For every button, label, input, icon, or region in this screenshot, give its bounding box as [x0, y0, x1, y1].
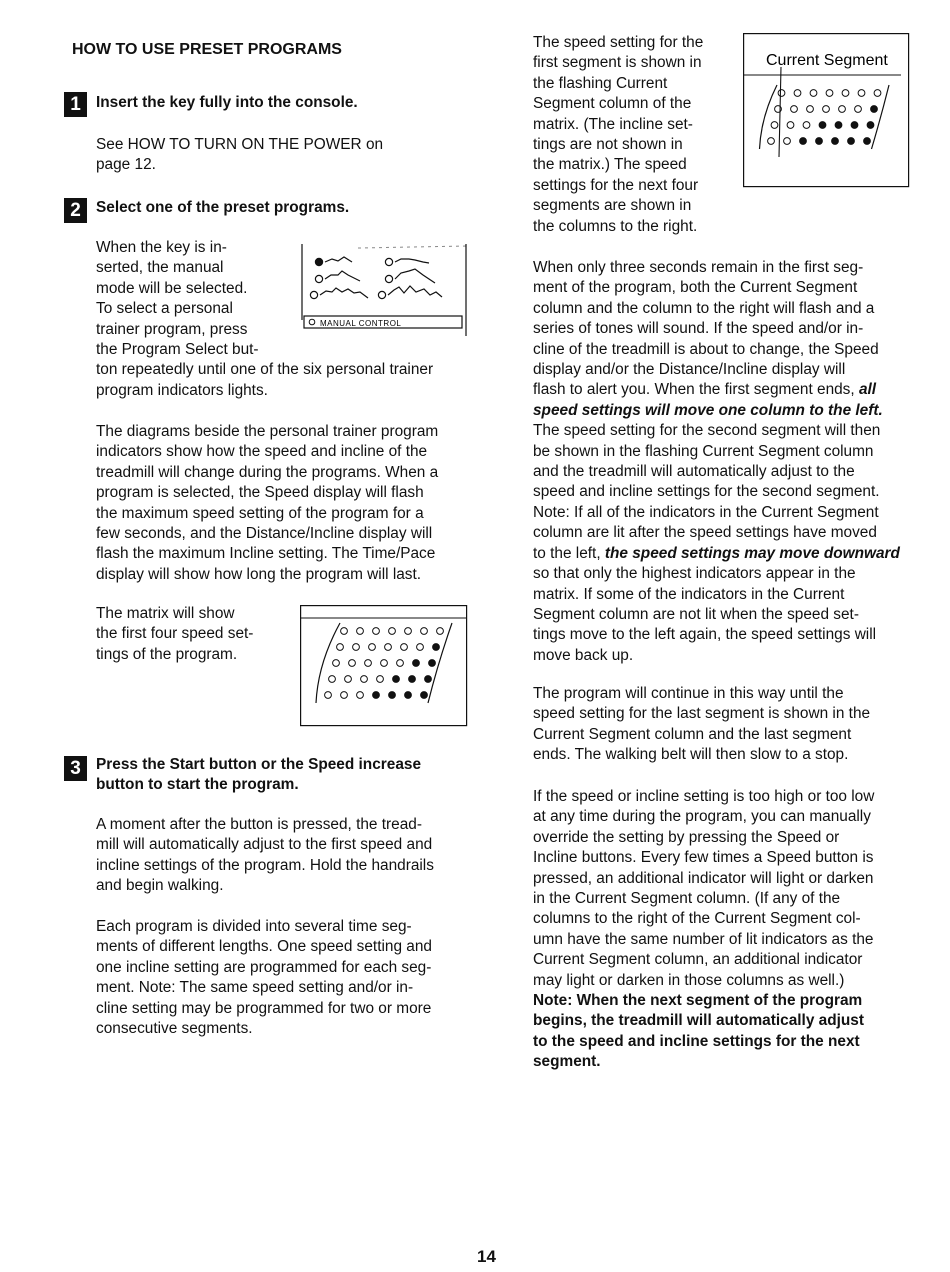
note-line: segment.	[533, 1053, 601, 1071]
right-paragraph-1	[533, 33, 733, 237]
text-line: so that only the highest indicators appear in the	[533, 565, 856, 583]
matrix-indicator	[787, 122, 794, 129]
text-line: the first four speed set-	[96, 625, 254, 643]
text-line: at any time during the program, you can manually	[533, 808, 871, 826]
matrix-indicator	[858, 90, 865, 97]
matrix-indicator	[357, 692, 364, 699]
matrix-indicator	[807, 106, 814, 113]
text-line: segments are shown in	[533, 197, 692, 215]
matrix-indicator	[361, 676, 368, 683]
text-line: umn have the same number of lit indicators as the	[533, 930, 874, 948]
text-run: flash to alert you. When the first segment ends,	[533, 381, 855, 399]
right-paragraph-4	[533, 787, 923, 1073]
text-line: pressed, an additional indicator will light or darken	[533, 869, 874, 887]
matrix-indicator	[819, 122, 826, 129]
text-line: The speed setting for the second segment will then	[533, 422, 881, 440]
text-line: Incline buttons. Every few times a Speed button is	[533, 849, 874, 867]
step-3-paragraph-1	[96, 815, 486, 897]
emphasis-line: speed settings will move one column to the left.	[533, 401, 883, 419]
matrix-indicator	[867, 122, 874, 129]
text-line: matrix. (The incline set-	[533, 115, 693, 133]
text-line: display will show how long the program will last.	[96, 565, 422, 583]
text-line: settings for the next four	[533, 176, 699, 194]
matrix-indicator	[417, 644, 424, 651]
text-line: See HOW TO TURN ON THE POWER on	[96, 136, 384, 153]
text-line: matrix. If some of the indicators in the Current	[533, 585, 845, 603]
matrix-indicator	[851, 122, 858, 129]
text-line: program indicators lights.	[96, 381, 268, 399]
text-line: A moment after the button is pressed, the tread-	[96, 816, 422, 833]
text-line: Segment column are not lit when the speed set-	[533, 605, 859, 623]
text-line: be shown in the flashing Current Segment column	[533, 442, 874, 460]
text-line: page 12.	[96, 156, 156, 174]
text-line: flash the maximum Incline setting. The Time/Pace	[96, 545, 436, 563]
matrix-indicator	[803, 122, 810, 129]
step-3-title-line: Press the Start button or the Speed increase	[96, 756, 421, 773]
manual-control-label: MANUAL CONTROL	[320, 319, 402, 328]
matrix-indicator	[768, 138, 775, 145]
step-number-2: 2	[64, 198, 87, 223]
text-line: column and the column to the right will flash and a	[533, 299, 875, 317]
text-line: in the Current Segment column. (If any of the	[533, 890, 841, 908]
text-line: the columns to the right.	[533, 217, 698, 235]
matrix-indicator	[349, 660, 356, 667]
text-line: tings are not shown in	[533, 136, 683, 154]
matrix-indicator	[794, 90, 801, 97]
matrix-indicator	[373, 628, 380, 635]
matrix-indicator	[401, 644, 408, 651]
matrix-indicator	[839, 106, 846, 113]
matrix-indicator	[864, 138, 871, 145]
current-segment-label: Current Segment	[766, 52, 888, 69]
matrix-indicator	[421, 628, 428, 635]
matrix-indicator	[835, 122, 842, 129]
matrix-indicator	[784, 138, 791, 145]
text-line: The speed setting for the	[533, 34, 704, 51]
text-line: series of tones will sound. If the speed and/or in-	[533, 320, 864, 338]
matrix-indicator	[393, 676, 400, 683]
text-line: The matrix will show	[96, 605, 235, 622]
text-line: mill will automatically adjust to the first speed and	[96, 836, 433, 854]
matrix-indicator	[377, 676, 384, 683]
text-line: The program will continue in this way until the	[533, 685, 844, 702]
right-paragraph-3	[533, 684, 923, 766]
text-line: override the setting by pressing the Speed or	[533, 828, 840, 846]
text-line: Note: If all of the indicators in the Current Segment	[533, 503, 879, 521]
matrix-indicator	[341, 692, 348, 699]
current-segment-figure	[743, 33, 911, 190]
matrix-indicator	[405, 628, 412, 635]
emphasis-text: the speed settings may move downward	[604, 544, 900, 562]
text-line: Segment column of the	[533, 95, 692, 113]
text-line: treadmill will change during the programs. When a	[96, 463, 439, 481]
matrix-indicator	[409, 676, 416, 683]
matrix-indicator	[425, 676, 432, 683]
text-line: ends. The walking belt will then slow to a stop.	[533, 746, 849, 764]
matrix-indicator	[874, 90, 881, 97]
text-line: Current Segment column and the last segment	[533, 725, 852, 743]
matrix-indicator	[365, 660, 372, 667]
matrix-indicator	[855, 106, 862, 113]
matrix-indicator	[385, 644, 392, 651]
matrix-indicator	[345, 676, 352, 683]
step-number-3: 3	[64, 756, 87, 781]
text-line: When only three seconds remain in the first seg-	[533, 259, 864, 276]
speed-matrix-figure	[300, 605, 470, 729]
step-2-paragraph-3	[96, 604, 296, 665]
text-line: ments of different lengths. One speed setting and	[96, 938, 432, 956]
matrix-indicator	[832, 138, 839, 145]
matrix-indicator	[413, 660, 420, 667]
step-3-title	[96, 755, 421, 795]
matrix-indicator	[369, 644, 376, 651]
matrix-indicator	[325, 692, 332, 699]
matrix-indicator	[800, 138, 807, 145]
text-line: the matrix.) The speed	[533, 156, 687, 174]
matrix-indicator	[437, 628, 444, 635]
matrix-indicator	[405, 692, 412, 699]
matrix-indicator	[357, 628, 364, 635]
text-line: serted, the manual	[96, 259, 224, 277]
matrix-indicator	[433, 644, 440, 651]
text-line: consecutive segments.	[96, 1020, 253, 1038]
manual-control-figure	[298, 240, 473, 336]
matrix-indicator	[816, 138, 823, 145]
right-paragraph-2	[533, 258, 923, 666]
text-line: speed setting for the last segment is shown in the	[533, 705, 871, 723]
text-line: ton repeatedly until one of the six personal trainer	[96, 361, 434, 379]
text-line: program is selected, the Speed display will flash	[96, 484, 424, 502]
text-line: mode will be selected.	[96, 279, 248, 297]
step-1-title: Insert the key fully into the console.	[96, 94, 358, 111]
text-line: tings move to the left again, the speed settings will	[533, 626, 877, 644]
text-line: display and/or the Distance/Incline display will	[533, 361, 846, 379]
text-line: tings of the program.	[96, 645, 238, 663]
text-line: the maximum speed setting of the program for a	[96, 504, 424, 522]
matrix-indicator	[397, 660, 404, 667]
text-line: incline settings of the program. Hold the handrails	[96, 856, 434, 874]
step-3-title-line: button to start the program.	[96, 776, 299, 793]
matrix-indicator	[333, 660, 340, 667]
text-line: ment of the program, both the Current Segment	[533, 279, 858, 297]
matrix-indicator	[810, 90, 817, 97]
note-line: Note: When the next segment of the program	[533, 992, 863, 1010]
text-line	[533, 544, 923, 564]
text-line: first segment is shown in	[533, 54, 702, 72]
matrix-indicator	[791, 106, 798, 113]
step-2-paragraph-2	[96, 422, 486, 585]
matrix-indicator	[848, 138, 855, 145]
page-number: 14	[477, 1247, 496, 1266]
text-line: one incline setting are programmed for each seg-	[96, 958, 432, 976]
matrix-indicator	[771, 122, 778, 129]
text-line: indicators show how the speed and incline of the	[96, 443, 428, 461]
text-line: speed and incline settings for the second segment.	[533, 483, 880, 501]
text-line: few seconds, and the Distance/Incline display will	[96, 525, 433, 543]
matrix-indicator	[823, 106, 830, 113]
text-line: cline of the treadmill is about to change, the Speed	[533, 340, 879, 358]
text-line: When the key is in-	[96, 239, 227, 256]
text-line: and begin walking.	[96, 877, 224, 895]
text-line: Current Segment column, an additional indicator	[533, 951, 863, 969]
step-3-paragraph-2	[96, 917, 486, 1039]
text-line: the Program Select but-	[96, 341, 259, 359]
matrix-indicator	[429, 660, 436, 667]
text-line: may light or darken in those columns as well.)	[533, 971, 845, 989]
matrix-indicator	[389, 628, 396, 635]
text-line: To select a personal	[96, 300, 233, 318]
step-1-text	[96, 135, 383, 176]
text-line	[533, 380, 923, 400]
matrix-indicator	[421, 692, 428, 699]
matrix-indicator	[871, 106, 878, 113]
text-run: to the left,	[533, 544, 601, 562]
matrix-indicator	[381, 660, 388, 667]
matrix-indicator	[389, 692, 396, 699]
text-line: ment. Note: The same speed setting and/or in-	[96, 979, 414, 997]
text-line: Each program is divided into several time seg-	[96, 918, 412, 935]
step-number-1: 1	[64, 92, 87, 117]
text-line: cline setting may be programmed for two or more	[96, 999, 432, 1017]
section-title: HOW TO USE PRESET PROGRAMS	[72, 41, 342, 58]
matrix-indicator	[842, 90, 849, 97]
matrix-indicator	[329, 676, 336, 683]
text-line: move back up.	[533, 646, 634, 664]
matrix-indicator	[826, 90, 833, 97]
matrix-indicator	[778, 90, 785, 97]
text-line: trainer program, press	[96, 320, 248, 338]
text-line: columns to the right of the Current Segment col-	[533, 910, 861, 928]
emphasis-text: all	[858, 381, 877, 399]
text-line: The diagrams beside the personal trainer program	[96, 423, 439, 440]
note-line: to the speed and incline settings for the next	[533, 1032, 860, 1050]
text-line: If the speed or incline setting is too high or too low	[533, 788, 875, 805]
text-line: column are lit after the speed settings have moved	[533, 524, 877, 542]
note-line: begins, the treadmill will automatically adjust	[533, 1012, 864, 1030]
step-2-title: Select one of the preset programs.	[96, 199, 350, 216]
matrix-indicator	[373, 692, 380, 699]
text-line: the flashing Current	[533, 74, 668, 92]
text-line: and the treadmill will automatically adjust to the	[533, 463, 855, 481]
matrix-indicator	[341, 628, 348, 635]
matrix-indicator	[337, 644, 344, 651]
matrix-indicator	[353, 644, 360, 651]
